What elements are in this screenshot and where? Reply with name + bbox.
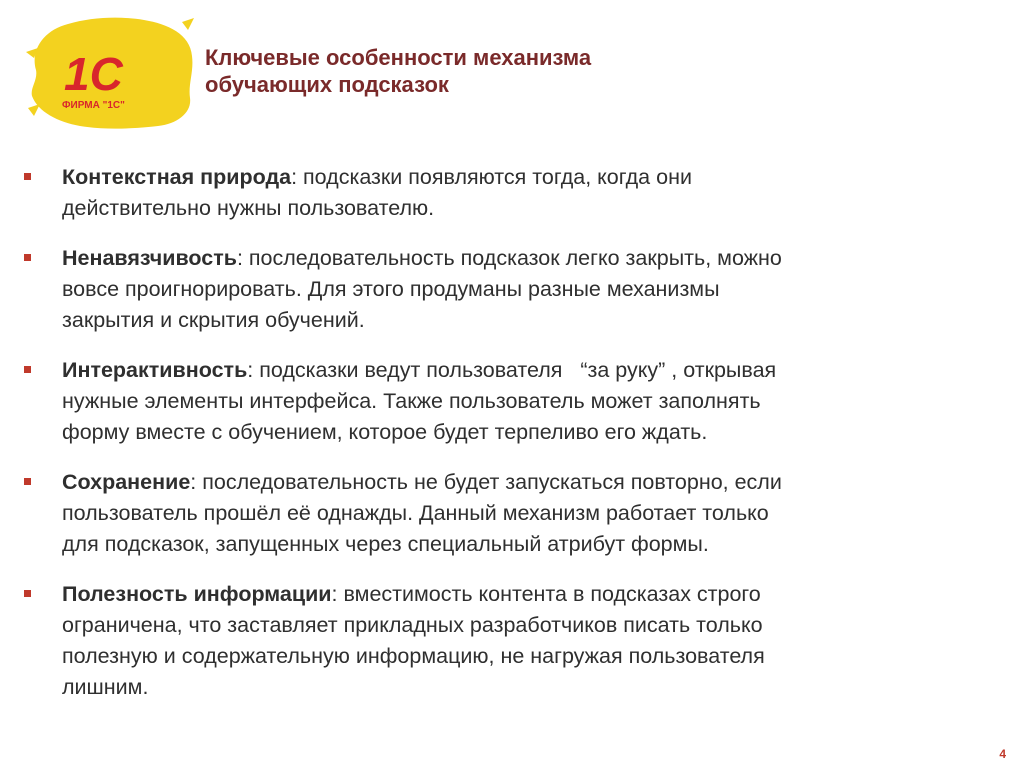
bullet-icon [24, 590, 31, 597]
feature-list [22, 162, 1002, 703]
item-line [62, 579, 1002, 610]
item-line: нужные элементы интерфейса. Также пользователь может заполнять [62, 389, 761, 413]
item-line: пользователь прошёл её однажды. Данный механизм работает только [62, 501, 769, 525]
list-item [22, 162, 1002, 224]
item-line: полезную и содержательную информацию, не нагружая пользователя [62, 644, 765, 668]
item-term: Сохранение [62, 470, 191, 494]
item-line [62, 243, 1002, 274]
company-logo [22, 12, 197, 132]
item-term: Полезность информации [62, 582, 332, 606]
logo-1c-mark: 1С [64, 48, 123, 100]
item-line [62, 467, 1002, 498]
title-line-1: Ключевые особенности механизма [205, 45, 592, 70]
item-line: для подсказок, запущенных через специальный атрибут формы. [62, 532, 709, 556]
bullet-icon [24, 366, 31, 373]
list-item [22, 467, 1002, 560]
item-line: лишним. [62, 675, 149, 699]
item-term: Ненавязчивость [62, 246, 237, 270]
item-text: : последовательность подсказок легко закрыть, можно [236, 246, 782, 270]
logo-company-name: ФИРМА "1С" [62, 100, 125, 111]
item-line: закрытия и скрытия обучений. [62, 308, 365, 332]
item-term: Контекстная природа [62, 165, 292, 189]
item-text: : подсказки появляются тогда, когда они [291, 165, 692, 189]
item-line: форму вместе с обучением, которое будет терпеливо его ждать. [62, 420, 708, 444]
item-line: вовсе проигнорировать. Для этого продуманы разные механизмы [62, 277, 720, 301]
list-item [22, 355, 1002, 448]
bullet-icon [24, 478, 31, 485]
item-line: ограничена, что заставляет прикладных разработчиков писать только [62, 613, 763, 637]
item-term: Интерактивность [62, 358, 248, 382]
slide-title [205, 44, 905, 98]
list-item [22, 243, 1002, 336]
bullet-icon [24, 173, 31, 180]
item-line [62, 355, 1002, 386]
bullet-icon [24, 254, 31, 261]
item-text: : подсказки ведут пользователя “за руку” , открывая [247, 358, 777, 382]
item-line [62, 162, 1002, 193]
list-item [22, 579, 1002, 703]
title-line-2: обучающих подсказок [205, 72, 449, 97]
item-line: действительно нужны пользователю. [62, 196, 435, 220]
page-number: 4 [999, 747, 1006, 761]
item-text: : вместимость контента в подсказах строго [331, 582, 761, 606]
item-text: : последовательность не будет запускаться повторно, если [190, 470, 782, 494]
